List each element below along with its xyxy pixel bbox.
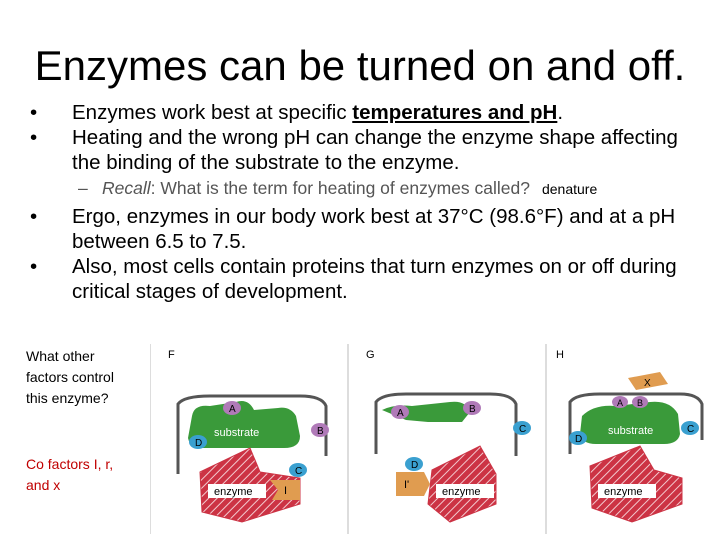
cofactor-label: I' (404, 479, 410, 491)
panel-letter: H (556, 349, 564, 361)
panel-f (150, 344, 329, 534)
bullet-dot: • (30, 255, 38, 278)
side-answer: Co factors I, r, and x (26, 456, 114, 493)
side-question: What other factors control this enzyme? (26, 348, 114, 406)
bullet-4 (30, 254, 700, 304)
svg-text:A: A (617, 398, 624, 408)
svg-text:B: B (637, 398, 644, 408)
panel-letter: G (366, 349, 375, 361)
slide-title: Enzymes can be turned on and off. (34, 42, 686, 89)
enzyme-label: enzyme (442, 486, 481, 498)
cofactor-shape (396, 472, 430, 496)
sub-bullet-dash: – (78, 178, 88, 198)
bullet-1-text: Enzymes work best at specific (72, 101, 353, 124)
substrate-shape (580, 402, 680, 444)
svg-text:D: D (195, 438, 203, 449)
bullet-2 (30, 125, 700, 175)
svg-text:A: A (397, 408, 404, 419)
recall-answer: denature (541, 181, 598, 197)
bullet-dot: • (30, 101, 38, 124)
svg-text:D: D (411, 460, 419, 471)
recall-question: : What is the term for heating of enzymes called? (150, 178, 530, 198)
bullet-4-text: Also, most cells contain proteins that turn enzymes on or off during critical stages of development. (72, 255, 677, 303)
bullet-1-end: . (557, 101, 564, 124)
bullet-dot: • (30, 126, 38, 149)
panel-h (546, 344, 702, 534)
enzyme-label: enzyme (604, 486, 643, 498)
substrate-label: substrate (214, 427, 260, 439)
cofactor-label: X (644, 378, 651, 389)
bullet-dot: • (30, 205, 38, 228)
recall-label: Recall (102, 178, 151, 198)
bullet-1 (30, 100, 700, 125)
enzyme-label: enzyme (214, 486, 253, 498)
substrate-label: substrate (608, 425, 654, 437)
bullet-list (30, 100, 700, 304)
bullet-1-emphasis: temperatures and pH (352, 101, 558, 124)
svg-text:B: B (469, 404, 476, 415)
svg-text:C: C (519, 424, 527, 435)
bullet-3 (30, 204, 700, 254)
svg-text:C: C (295, 466, 303, 477)
panel-g (348, 344, 531, 534)
cofactor-label: I (284, 485, 288, 497)
bullet-3-text: Ergo, enzymes in our body work best at 37°C (98.6°F) and at a pH between 6.5 to 7.5. (72, 205, 676, 253)
bullet-2-text: Heating and the wrong pH can change the enzyme shape affecting the binding of the substrate to the enzyme. (72, 126, 678, 174)
svg-text:B: B (317, 426, 324, 437)
sub-bullet-recall (30, 177, 700, 200)
enzyme-regulation-diagram (150, 344, 716, 534)
svg-text:C: C (687, 424, 695, 435)
svg-text:D: D (575, 434, 583, 445)
svg-text:A: A (229, 404, 236, 415)
panel-letter: F (168, 349, 175, 361)
